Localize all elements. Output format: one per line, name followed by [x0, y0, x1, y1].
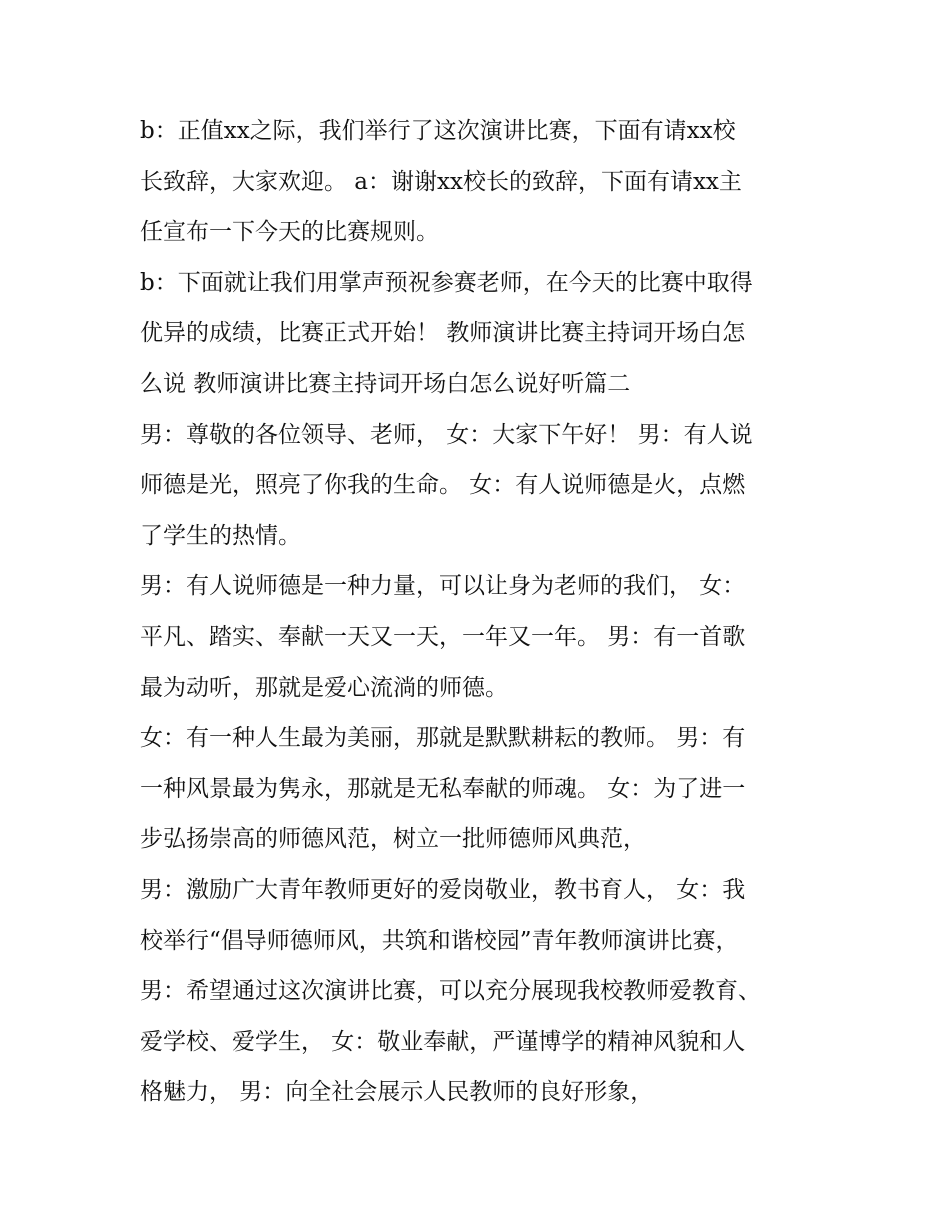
text-line: 优异的成绩，比赛正式开始！ 教师演讲比赛主持词开场白怎	[140, 320, 746, 347]
text-line: 一种风景最为隽永，那就是无私奉献的师魂。 女：为了进一	[140, 775, 746, 802]
text-line: 了学生的热情。	[140, 522, 301, 549]
text-line: 爱学校、爱学生， 女：敬业奉献，严谨博学的精神风貌和人	[140, 1028, 746, 1055]
text-line: 校举行“倡导师德师风，共筑和谐校园”青年教师演讲比赛，	[140, 927, 739, 954]
text-line: 男：尊敬的各位领导、老师， 女：大家下午好！ 男：有人说	[140, 421, 753, 448]
text-line: 格魅力， 男：向全社会展示人民教师的良好形象，	[140, 1079, 654, 1106]
text-line: 男：激励广大青年教师更好的爱岗敬业，教书育人， 女：我	[140, 876, 746, 903]
text-line: 长致辞，大家欢迎。 a：谢谢xx校长的致辞，下面有请xx主	[140, 168, 742, 195]
text-line: b：正值xx之际，我们举行了这次演讲比赛，下面有请xx校	[140, 118, 736, 144]
text-line: 男：希望通过这次演讲比赛，可以充分展现我校教师爱教育、	[140, 978, 761, 1005]
text-line: 平凡、踏实、奉献一天又一天，一年又一年。 男：有一首歌	[140, 623, 746, 650]
text-line: 男：有人说师德是一种力量，可以让身为老师的我们， 女：	[140, 573, 746, 600]
text-line: b：下面就让我们用掌声预祝参赛老师，在今天的比赛中取得	[140, 269, 753, 296]
text-line: 师德是光，照亮了你我的生命。 女：有人说师德是火，点燃	[140, 472, 746, 499]
text-line: 女：有一种人生最为美丽，那就是默默耕耘的教师。 男：有	[140, 725, 746, 752]
text-line: 任宣布一下今天的比赛规则。	[140, 219, 439, 246]
text-line: 最为动听，那就是爱心流淌的师德。	[140, 674, 508, 701]
text-line: 么说 教师演讲比赛主持词开场白怎么说好听篇二	[140, 370, 631, 397]
document-body	[140, 106, 805, 1118]
text-line: 步弘扬崇高的师德风范，树立一批师德师风典范，	[140, 826, 646, 853]
